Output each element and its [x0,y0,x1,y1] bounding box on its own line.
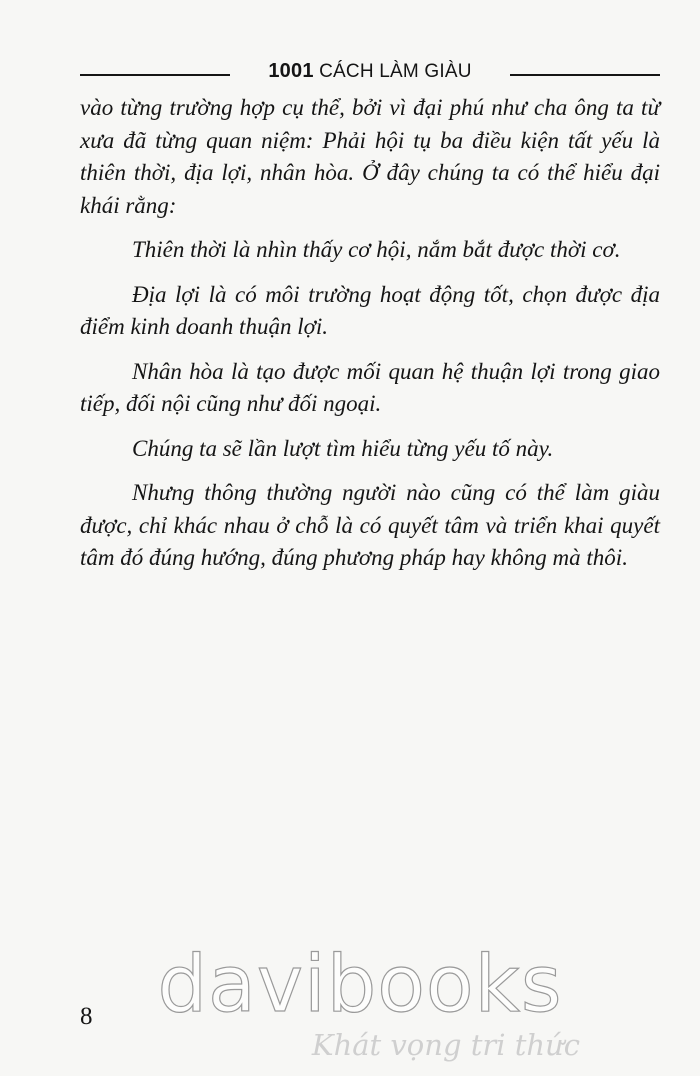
body-paragraph-4: Nhân hòa là tạo được mối quan hệ thuận lợi trong giao tiếp, đối nội cũng như đối ngoại. [80,358,660,416]
body-paragraph-2: Thiên thời là nhìn thấy cơ hội, nắm bắt được thời cơ. [132,237,621,262]
running-header [80,56,660,86]
page-body [80,92,660,587]
body-paragraph-6: Nhưng thông thường người nào cũng có thể làm giàu được, chỉ khác nhau ở chỗ là có quyết tâm và triển khai quyết tâm đó đúng hướng, đúng phương pháp hay không mà thôi. [80,480,660,570]
book-number: 1001 [268,60,314,82]
header-rule-left [80,74,230,76]
body-paragraph-3: Địa lợi là có môi trường hoạt động tốt, chọn được địa điểm kinh doanh thuận lợi. [80,281,660,339]
body-paragraph-1: vào từng trường hợp cụ thể, bởi vì đại phú như cha ông ta từ xưa đã từng quan niệm: Phải hội tụ ba điều kiện tất yếu là thiên thời, địa lợi, nhân hòa. Ở đây chúng ta có thể hiểu đại khái rằng: [80,95,660,218]
body-paragraph-5: Chúng ta sẽ lần lượt tìm hiểu từng yếu tố này. [132,435,554,461]
watermark-logo [140,940,580,1070]
watermark-title: davibooks [157,940,563,1030]
book-title: CÁCH LÀM GIÀU [319,61,472,82]
running-header-title [240,56,500,87]
header-rule-right [510,74,660,76]
page-number: 8 [80,1003,93,1030]
watermark-slogan: Khát vọng tri thức [311,1028,580,1062]
